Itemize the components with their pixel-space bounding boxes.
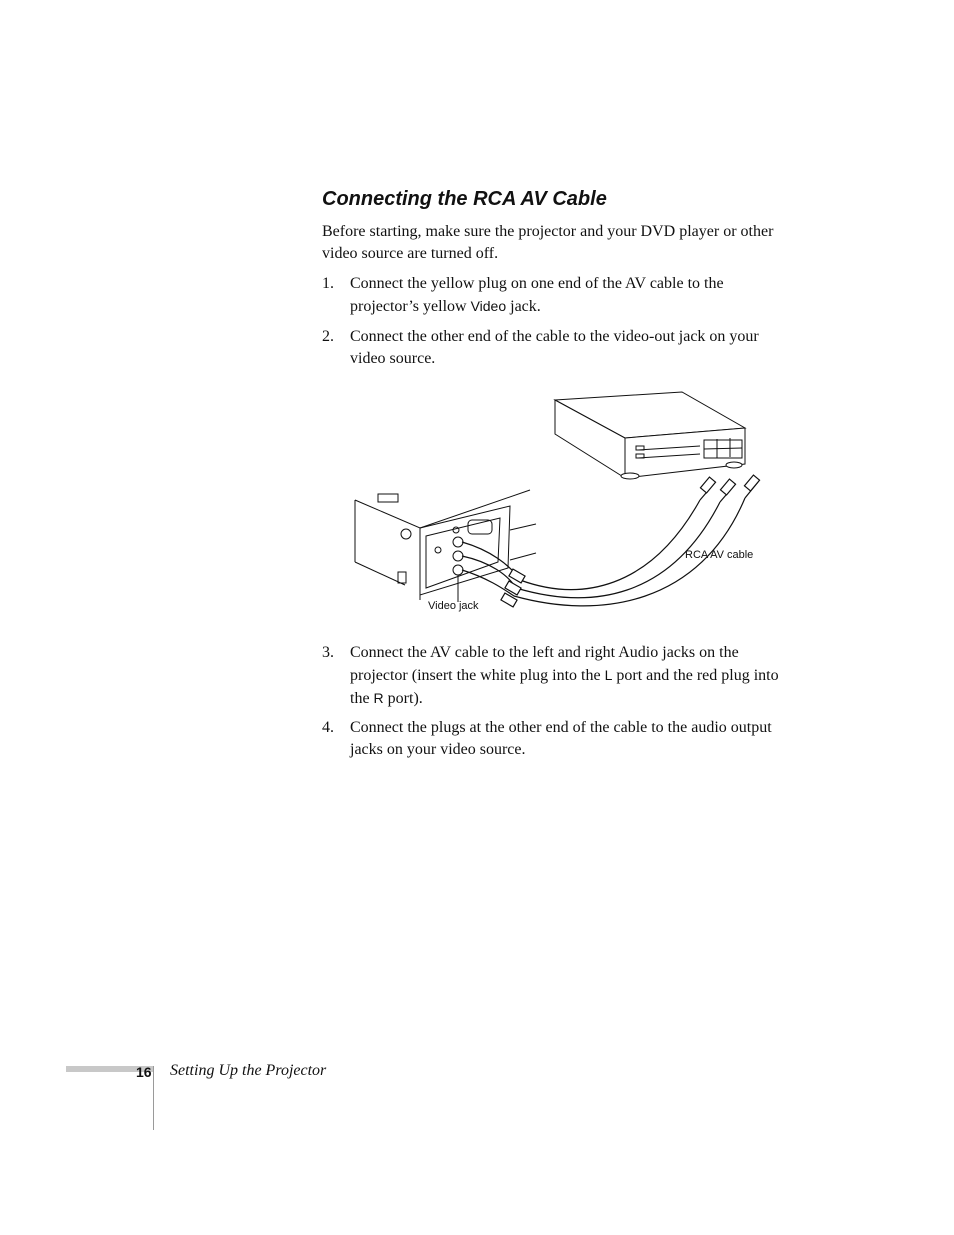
section-heading: Connecting the RCA AV Cable	[322, 188, 607, 210]
step-number: 1.	[322, 275, 334, 292]
page-number: 16	[136, 1064, 152, 1080]
dvd-player-illustration	[555, 392, 745, 479]
intro-paragraph: Before starting, make sure the projector and your DVD player or other video source are turned off.	[322, 223, 774, 262]
ui-label-l: L	[604, 667, 613, 683]
step-2	[322, 326, 784, 370]
callout-video-jack: Video jack	[428, 600, 479, 612]
step-1	[322, 273, 784, 318]
step-number: 2.	[322, 328, 334, 345]
callout-rca-av-cable: RCA AV cable	[685, 549, 754, 561]
step-4	[322, 717, 784, 761]
running-footer-title: Setting Up the Projector	[170, 1062, 327, 1079]
footer-divider	[153, 1066, 154, 1130]
connection-illustration	[350, 390, 790, 620]
step-text: Connect the plugs at the other end of the cable to the audio output jacks on your video source.	[350, 719, 772, 758]
ui-label-video: Video	[470, 298, 507, 314]
step-number: 4.	[322, 719, 334, 736]
ui-label-r: R	[373, 690, 384, 706]
step-number: 3.	[322, 644, 334, 661]
step-3	[322, 642, 784, 710]
step-text: Connect the other end of the cable to the video-out jack on your video source.	[350, 328, 759, 367]
step-text: Connect the yellow plug on one end of the AV cable to the projector’s yellow Video jack.	[350, 275, 724, 315]
rca-cable-illustration	[462, 475, 760, 607]
step-text: Connect the AV cable to the left and right Audio jacks on the projector (insert the white plug into the L port and the red plug into the R port).	[350, 644, 779, 707]
